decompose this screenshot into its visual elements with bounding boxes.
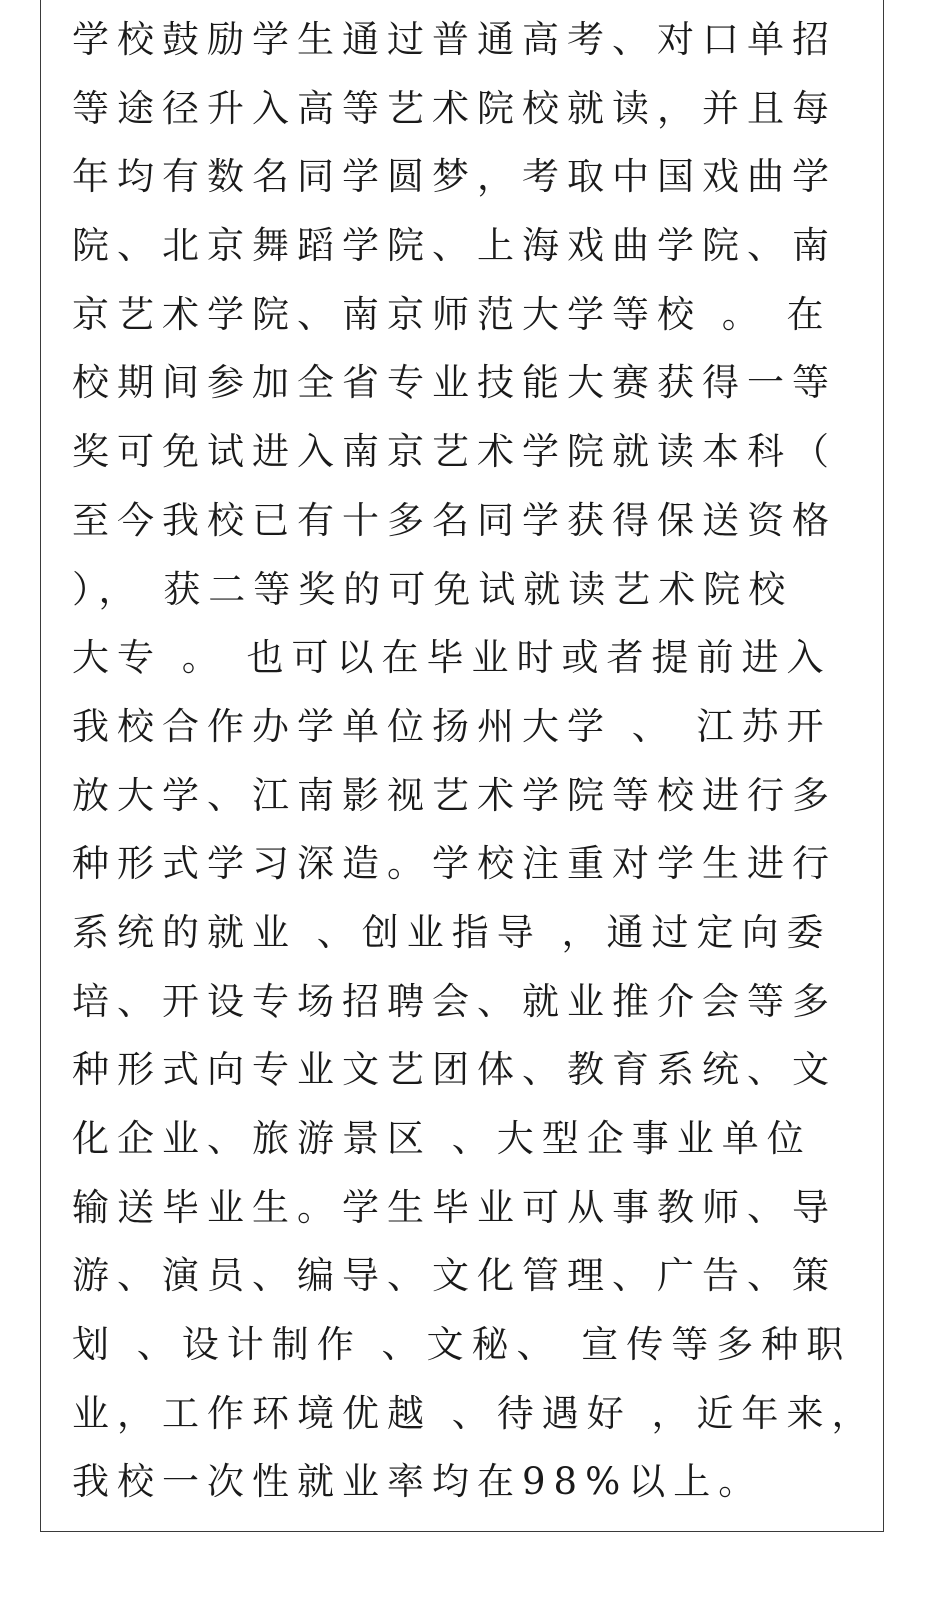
article-body bbox=[72, 6, 877, 1517]
text-line: 京艺术学院、南京师范大学等校 。 在 bbox=[72, 292, 832, 336]
text-line: 系统的就业 、创业指导 ，通过定向委 bbox=[72, 910, 832, 954]
text-line: 种形式向专业文艺团体、教育系统、文 bbox=[72, 1048, 837, 1092]
text-line: ）， 获二等奖的可免试就读艺术院校 bbox=[72, 567, 794, 611]
text-line: 我校一次性就业率均在98%以上。 bbox=[72, 1460, 764, 1504]
text-line: 年均有数名同学圆梦，考取中国戏曲学 bbox=[72, 155, 837, 199]
text-line: 化企业、旅游景区 、大型企事业单位 bbox=[72, 1117, 812, 1160]
text-line: 业，工作环境优越 、待遇好 ，近年来， bbox=[72, 1391, 877, 1435]
text-line: 至今我校已有十多名同学获得保送资格 bbox=[72, 498, 837, 542]
text-line: 输送毕业生。学生毕业可从事教师、导 bbox=[72, 1185, 837, 1229]
text-line: 校期间参加全省专业技能大赛获得一等 bbox=[72, 361, 837, 405]
text-line: 划 、设计制作 、文秘、 宣传等多种职 bbox=[72, 1323, 852, 1367]
text-line: 奖可免试进入南京艺术学院就读本科（ bbox=[72, 430, 837, 474]
text-line: 种形式学习深造。学校注重对学生进行 bbox=[72, 842, 837, 886]
text-line: 学校鼓励学生通过普通高考、对口单招 bbox=[72, 18, 837, 61]
text-line: 等途径升入高等艺术院校就读，并且每 bbox=[72, 86, 837, 130]
text-line: 我校合作办学单位扬州大学 、 江苏开 bbox=[72, 704, 832, 748]
text-line: 院、北京舞蹈学院、上海戏曲学院、南 bbox=[72, 224, 837, 268]
text-line: 放大学、江南影视艺术学院等校进行多 bbox=[72, 773, 837, 817]
text-line: 大专 。 也可以在毕业时或者提前进入 bbox=[72, 636, 832, 680]
text-line: 游、演员、编导、文化管理、广告、策 bbox=[72, 1254, 837, 1298]
text-line: 培、开设专场招聘会、就业推介会等多 bbox=[72, 979, 837, 1023]
